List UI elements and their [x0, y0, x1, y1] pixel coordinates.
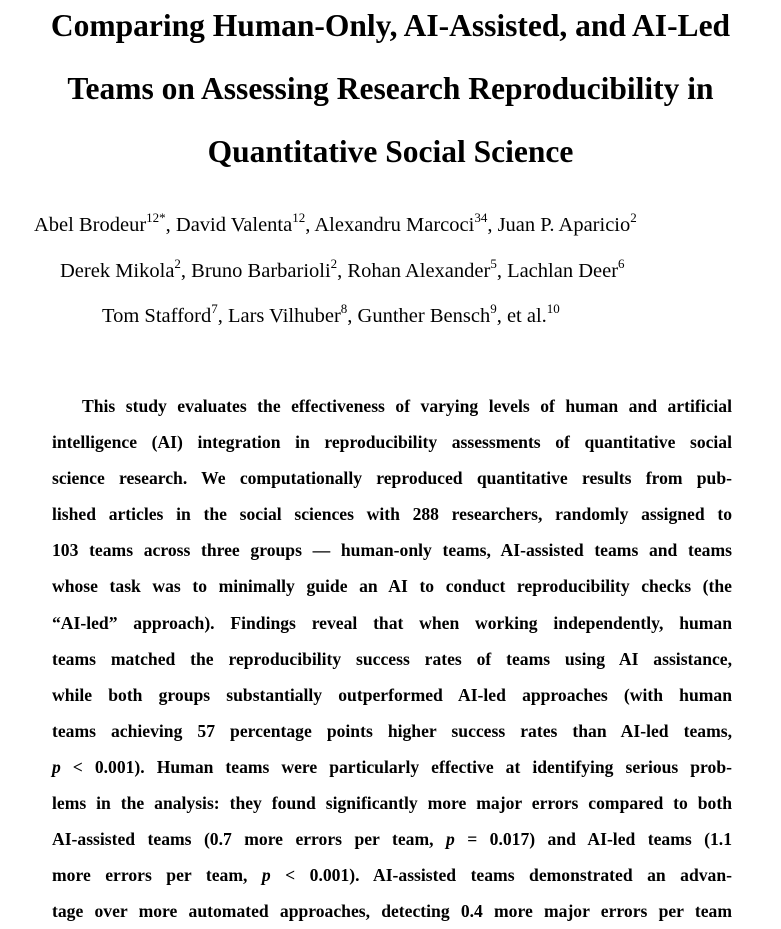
p-value-symbol: p: [445, 829, 455, 850]
author-line: [0, 249, 781, 295]
affiliation-marker: 5: [490, 255, 497, 271]
abstract-line: 103 teams across three groups — human-only teams, AI-assisted teams and teams: [52, 540, 732, 561]
author: Lachlan Deer$^6$: [507, 255, 625, 282]
author: Tom Stafford$^7$,: [102, 301, 228, 327]
title-line: Quantitative Social Science: [207, 134, 574, 169]
affiliation-marker: 2: [174, 255, 181, 271]
author: Gunther Bensch$^9$,: [357, 301, 507, 327]
abstract-line: science research. We computationally reproduced quantitative results from pub-: [52, 468, 732, 489]
p-value-symbol: p: [261, 865, 271, 886]
title-line: Comparing Human-Only, AI-Assisted, and AI-Led: [50, 8, 731, 43]
affiliation-marker: 34: [474, 210, 488, 225]
affiliation-marker: 2: [330, 255, 338, 271]
abstract-line: more errors per team, p < 0.001). AI-assisted teams demonstrated an advan-: [52, 865, 732, 886]
author-list: [0, 203, 781, 340]
author: Rohan Alexander$^5$,: [347, 255, 508, 282]
author: David Valenta$^{12}$,: [175, 210, 315, 236]
author: Abel Brodeur$^{12*}$,: [34, 210, 176, 236]
affiliation-marker: 2: [630, 210, 637, 225]
abstract-line: teams achieving 57 percentage points higher success rates than AI-led teams,: [52, 720, 732, 741]
abstract: [52, 388, 732, 929]
abstract-line: “AI-led” approach). Findings reveal that when working independently, human: [52, 612, 732, 633]
abstract-line: tage over more automated approaches, detecting 0.4 more major errors per team: [52, 901, 732, 922]
abstract-line: AI-assisted teams (0.7 more errors per team, p = 0.017) and AI-led teams (1.1: [52, 829, 732, 850]
author: Derek Mikola$^2$,: [60, 255, 192, 282]
affiliation-marker: 7: [211, 301, 218, 316]
abstract-line: whose task was to minimally guide an AI to conduct reproducibility checks (the: [52, 576, 732, 597]
paper-title: [0, 0, 781, 183]
author-line: [0, 203, 781, 249]
author: et al.$^{10}$: [506, 301, 560, 327]
affiliation-marker: 9: [490, 301, 497, 316]
affiliation-marker: 12: [292, 210, 306, 225]
abstract-line: while both groups substantially outperformed AI-led approaches (with human: [52, 684, 732, 705]
abstract-line: lems in the analysis: they found significantly more major errors compared to both: [52, 793, 732, 814]
abstract-line: p < 0.001). Human teams were particularly effective at identifying serious prob-: [52, 756, 732, 777]
author: Bruno Barbarioli$^2$,: [191, 255, 348, 282]
p-value-symbol: p: [52, 756, 61, 777]
affiliation-marker: 8: [340, 301, 348, 316]
title-line: Teams on Assessing Research Reproducibility in: [67, 71, 714, 106]
abstract-line: This study evaluates the effectiveness of varying levels of human and artificial: [82, 396, 732, 416]
affiliation-marker: 6: [618, 255, 625, 271]
author: Lars Vilhuber$^8$,: [227, 301, 358, 327]
abstract-line: lished articles in the social sciences with 288 researchers, randomly assigned to: [52, 504, 732, 525]
affiliation-marker: 10: [546, 301, 560, 316]
affiliation-marker: 12*: [146, 210, 166, 225]
abstract-line: teams matched the reproducibility success rates of teams using AI assistance,: [52, 648, 732, 669]
author-line: [0, 294, 781, 340]
author: Alexandru Marcoci$^{34}$,: [314, 210, 498, 236]
abstract-line: intelligence (AI) integration in reproducibility assessments of quantitative social: [52, 432, 732, 453]
author: Juan P. Aparicio$^2$: [497, 210, 637, 236]
